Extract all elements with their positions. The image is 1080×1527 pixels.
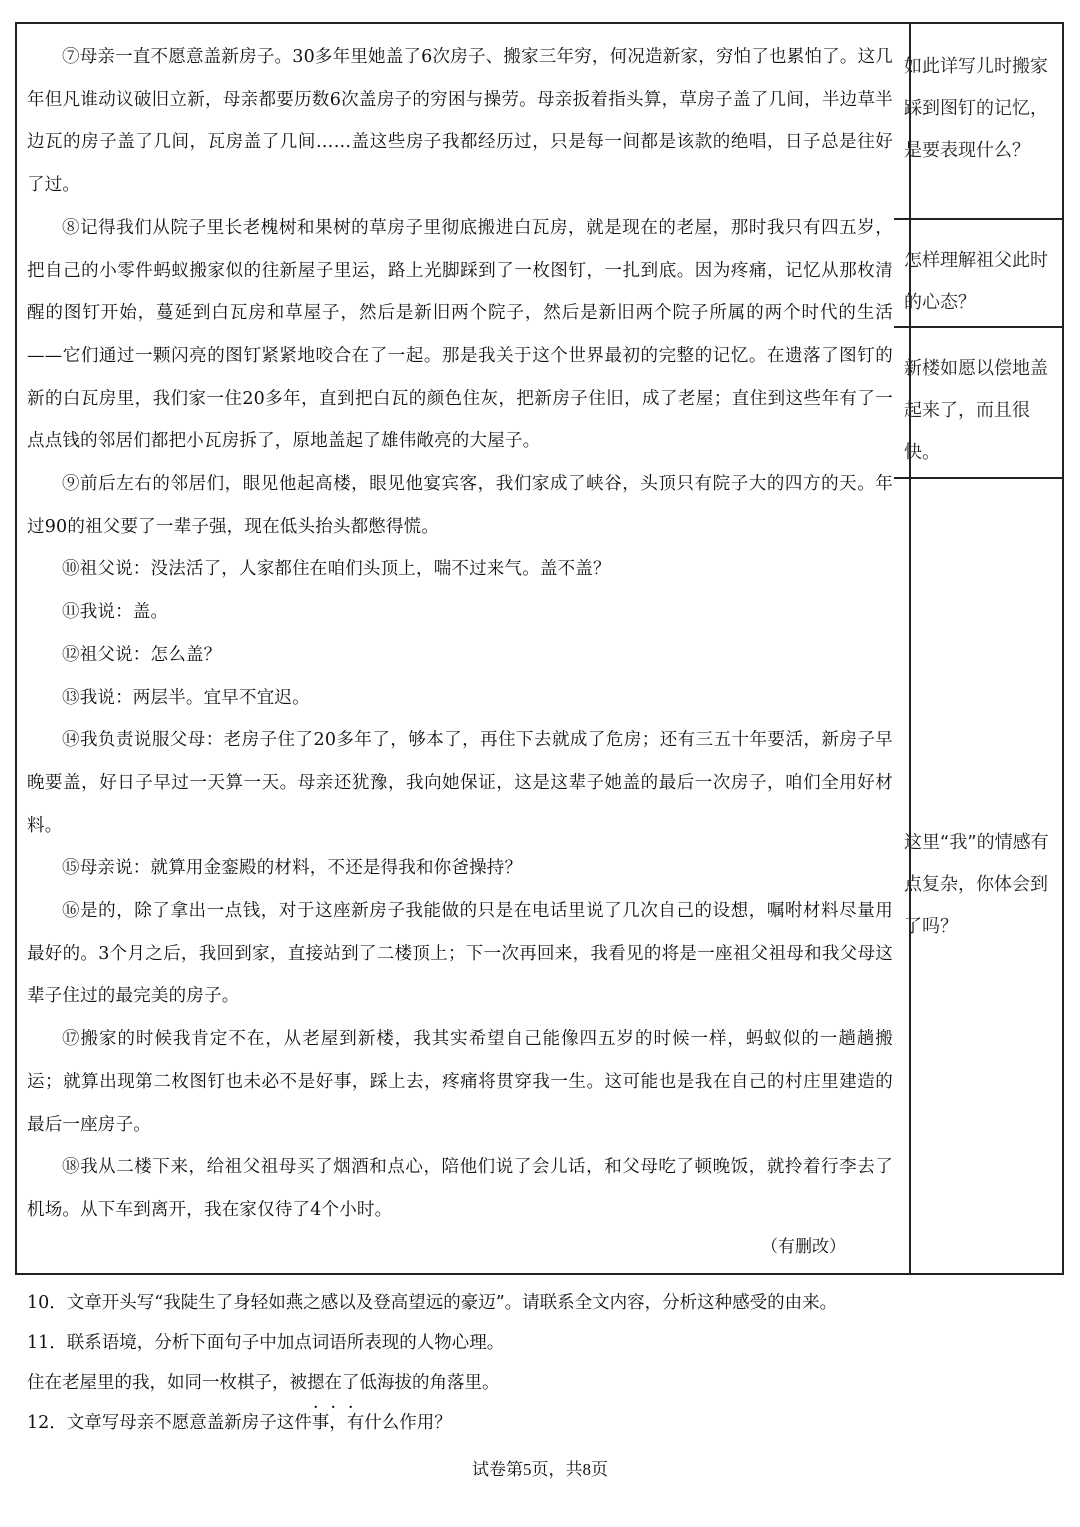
sentence-part-after: 低海拔的角落里。 [359,1373,500,1393]
sentence-part-before: 住在老屋里的我，如同一枚棋子，被 [27,1373,307,1393]
edit-credit: （有删改） [761,1237,846,1257]
paragraph-8: ⑧记得我们从院子里长老槐树和果树的草房子里彻底搬进白瓦房，就是现在的老屋，那时我只有四五岁，把自己的小零件蚂蚁搬家似的往新屋子里运，路上光脚踩到了一枚图钉，一扎到底。因为疼痛，记忆从那枚清醒的图钉开始，蔓延到白瓦房和草屋子，然后是新旧两个院子，然后是新旧两个院子所属的两个时代的生活——它们通过一颗闪亮的图钉紧紧地咬合在了一起。那是我关于这个世界最初的完整的记忆。在遗落了图钉的新的白瓦房里，我们家一住20多年，直到把白瓦的颜色住灰，把新房子住旧，成了老屋；直住到这些年有了一点点钱的邻居们都把小瓦房拆了，原地盖起了雄伟敞亮的大屋子。 [27,217,893,452]
side-note-3: 新楼如愿以偿地盖起来了，而且很快。 [904,358,1048,463]
note-divider-1 [894,218,1063,220]
page-footer: 试卷第5页，共8页 [472,1460,608,1479]
side-note-2: 怎样理解祖父此时的心态？ [904,250,1048,313]
question-11-sentence [27,1363,1057,1403]
side-note-1: 如此详写儿时搬家踩到图钉的记忆，是要表现什么？ [904,56,1048,161]
dotted-char-3: 了 [342,1373,360,1393]
paragraph-9: ⑨前后左右的邻居们，眼见他起高楼，眼见他宴宾客，我们家成了峡谷，头顶只有院子大的四方的天。年过90的祖父要了一辈子强，现在低头抬头都憋得慌。 [27,474,893,537]
paragraph-15: ⑮母亲说：就算用金銮殿的材料，不还是得我和你爸操持？ [62,858,523,879]
paragraph-10: ⑩祖父说：没法活了，人家都住在咱们头顶上，喘不过来气。盖不盖？ [62,559,611,580]
paragraph-7: ⑦母亲一直不愿意盖新房子。30多年里她盖了6次房子、搬家三年穷，何况造新家，穷怕了也累怕了。这几年但凡谁动议破旧立新，母亲都要历数6次盖房子的穷困与操劳。母亲扳着指头算，草房子盖了几间，半边草半边瓦的房子盖了几间，瓦房盖了几间……盖这些房子我都经历过，只是每一间都是该款的绝唱，日子总是往好了过。 [27,47,893,196]
side-note-4: 这里“我”的情感有点复杂，你体会到了吗？ [904,832,1049,937]
question-10: 10．文章开头写“我陡生了身轻如燕之感以及登高望远的豪迈”。请联系全文内容，分析这种感受的由来。 [27,1293,838,1313]
paragraph-13: ⑬我说：两层半。宜早不宜迟。 [62,687,310,708]
paragraph-12: ⑫祖父说：怎么盖？ [62,644,222,665]
question-12: 12．文章写母亲不愿意盖新房子这件事，有什么作用？ [27,1413,452,1433]
note-divider-3 [894,477,1063,479]
dotted-char-2: 在 [324,1373,342,1393]
passage-column [27,36,893,1232]
paragraph-14: ⑭我负责说服父母：老房子住了20多年了，够本了，再住下去就成了危房；还有三五十年要活，新房子早晚要盖，好日子早过一天算一天。母亲还犹豫，我向她保证，这是这辈子她盖的最后一次房子，咱们全用好材料。 [27,730,893,836]
paragraph-17: ⑰搬家的时候我肯定不在，从老屋到新楼，我其实希望自己能像四五岁的时候一样，蚂蚁似的一趟趟搬运；就算出现第二枚图钉也未必不是好事，踩上去，疼痛将贯穿我一生。这可能也是我在自己的村庄里建造的最后一座房子。 [27,1029,893,1135]
dotted-char-1: 摁 [307,1373,325,1393]
paragraph-18: ⑱我从二楼下来，给祖父祖母买了烟酒和点心，陪他们说了会儿话，和父母吃了顿晚饭，就拎着行李去了机场。从下车到离开，我在家仅待了4个小时。 [27,1157,893,1220]
paragraph-11: ⑪我说：盖。 [62,602,169,623]
note-divider-2 [894,326,1063,328]
question-section [27,1283,1057,1443]
question-11: 11．联系语境，分析下面句子中加点词语所表现的人物心理。 [27,1333,505,1353]
paragraph-16: ⑯是的，除了拿出一点钱，对于这座新房子我能做的只是在电话里说了几次自己的设想，嘱咐材料尽量用最好的。3个月之后，我回到家，直接站到了二楼顶上；下一次再回来，我看见的将是一座祖父祖母和我父母这辈子住过的最完美的房子。 [27,901,893,1007]
